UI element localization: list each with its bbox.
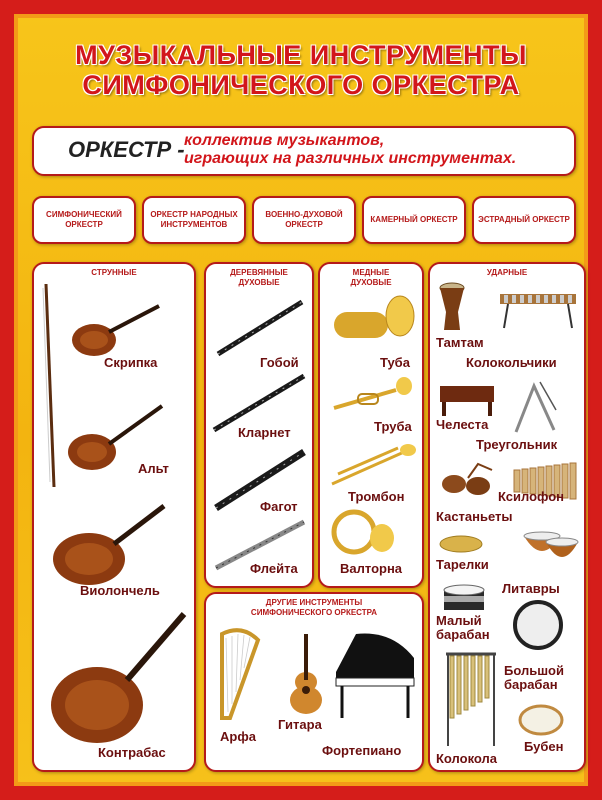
panel-woodwind [204, 262, 314, 588]
title-line-1: МУЗЫКАЛЬНЫЕ ИНСТРУМЕНТЫ [75, 40, 527, 70]
other-header-line-2: СИМФОНИЧЕСКОГО ОРКЕСТРА [250, 608, 378, 617]
trumpet-icon [330, 376, 416, 416]
harp-icon [216, 626, 262, 722]
label-trombone: Тромбон [348, 489, 405, 504]
brass-header-line-2: ДУХОВЫЕ [350, 278, 392, 287]
type-pop: ЭСТРАДНЫЙ ОРКЕСТР [472, 196, 576, 244]
orchestra-definition [32, 126, 576, 176]
poster-title [14, 40, 588, 100]
snare-drum-icon [442, 582, 486, 616]
guitar-icon [286, 632, 326, 716]
oboe-icon [214, 298, 306, 358]
label-tamtam: Тамтам [436, 335, 484, 350]
label-horn: Валторна [340, 561, 403, 576]
label-harp: Арфа [220, 729, 256, 744]
panel-brass [318, 262, 424, 588]
percussion-header: УДАРНЫЕ [486, 268, 528, 277]
timpani-icon [520, 526, 580, 576]
brass-header-line-1: МЕДНЫЕ [352, 268, 390, 277]
brass-header [320, 268, 422, 288]
label-trumpet: Труба [374, 419, 412, 434]
label-bass-drum-1: Большой [504, 663, 564, 678]
castanets-icon [438, 460, 498, 500]
label-triangle: Треугольник [476, 437, 558, 452]
tuba-icon [326, 294, 418, 350]
label-flute: Флейта [250, 561, 298, 576]
celesta-icon [438, 382, 496, 418]
label-xylophone: Ксилофон [498, 489, 565, 504]
type-military-brass: ВОЕННО-ДУХОВОЙ ОРКЕСТР [252, 196, 356, 244]
cello-icon [44, 504, 184, 594]
woodwind-header-line-2: ДУХОВЫЕ [238, 278, 280, 287]
other-header-line-1: ДРУГИЕ ИНСТРУМЕНТЫ [265, 598, 363, 607]
cymbals-icon [438, 532, 484, 556]
panel-other [204, 592, 424, 772]
label-cymbals: Тарелки [436, 557, 489, 572]
label-bassoon: Фагот [260, 499, 298, 514]
bow-icon [40, 282, 60, 492]
label-viola: Альт [138, 461, 169, 476]
panel-percussion [428, 262, 586, 772]
definition-line-2: играющих на различных инструментах. [184, 150, 517, 167]
other-header [206, 598, 422, 618]
trombone-icon [328, 444, 418, 488]
type-chamber: КАМЕРНЫЙ ОРКЕСТР [362, 196, 466, 244]
strings-header: СТРУННЫЕ [91, 268, 137, 277]
tamtam-icon [438, 282, 466, 332]
type-folk: ОРКЕСТР НАРОДНЫХ ИНСТРУМЕНТОВ [142, 196, 246, 244]
woodwind-header-line-1: ДЕРЕВЯННЫЕ [230, 268, 288, 277]
label-snare-drum-2: барабан [436, 627, 490, 642]
label-snare-drum-1: Малый [436, 613, 482, 628]
double-bass-icon [42, 610, 192, 750]
label-double-bass: Контрабас [98, 745, 166, 760]
type-symphonic: СИМФОНИЧЕСКИЙ ОРКЕСТР [32, 196, 136, 244]
title-line-2: СИМФОНИЧЕСКОГО ОРКЕСТРА [82, 70, 520, 100]
definition-text [184, 132, 516, 168]
definition-term: ОРКЕСТР - [68, 137, 185, 162]
horn-icon [328, 508, 398, 556]
bass-drum-icon [510, 600, 566, 650]
label-clarinet: Кларнет [238, 425, 291, 440]
label-bells: Колокольчики [466, 355, 557, 370]
piano-icon [332, 628, 418, 720]
orchestra-types [32, 196, 572, 242]
label-tubular-bells: Колокола [436, 751, 498, 766]
tambourine-icon [518, 702, 564, 742]
label-oboe: Гобой [260, 355, 299, 370]
panel-strings [32, 262, 196, 772]
label-tambourine: Бубен [524, 739, 564, 754]
label-violin: Скрипка [104, 355, 158, 370]
bells-icon [498, 290, 578, 330]
label-cello: Виолончель [80, 583, 160, 598]
label-piano: Фортепиано [322, 743, 402, 758]
label-guitar: Гитара [278, 717, 322, 732]
tubular-bells-icon [444, 650, 498, 750]
label-timpani: Литавры [502, 581, 560, 596]
label-celesta: Челеста [436, 417, 489, 432]
label-castanets: Кастаньеты [436, 509, 513, 524]
triangle-icon [506, 380, 562, 436]
woodwind-header [206, 268, 312, 288]
label-bass-drum-2: барабан [504, 677, 558, 692]
label-tuba: Туба [380, 355, 410, 370]
definition-line-1: коллектив музыкантов, [184, 132, 385, 149]
